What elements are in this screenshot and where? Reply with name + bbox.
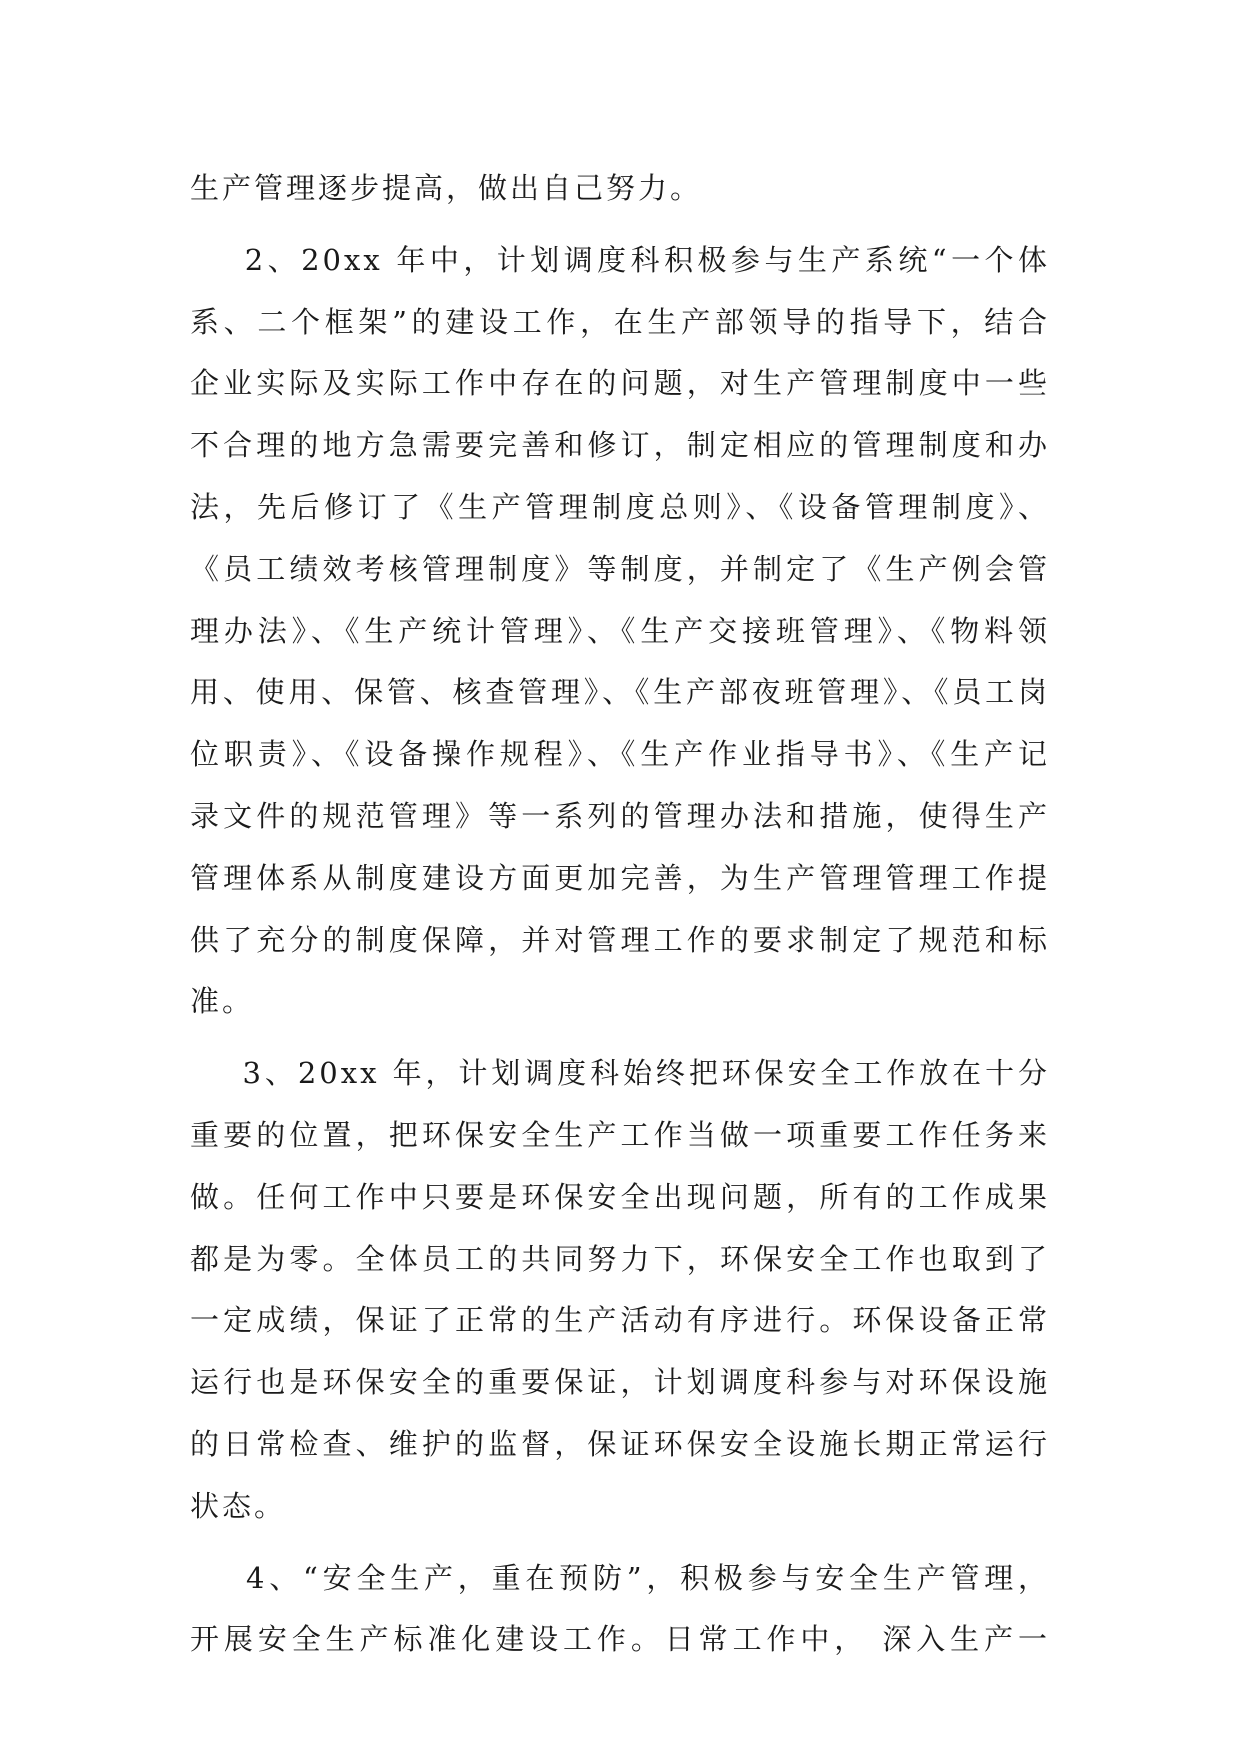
text-line: 都是为零。全体员工的共同努力下，环保安全工作也取到了 [190, 1241, 1050, 1276]
text-line: 2、20xx 年中，计划调度科积极参与生产系统“一个体 [190, 242, 1050, 277]
text-line: 运行也是环保安全的重要保证，计划调度科参与对环保设施 [190, 1365, 1050, 1400]
text-line: 位职责》、《设备操作规程》、《生产作业指导书》、《生产记 [190, 737, 1050, 772]
paragraph-3 [190, 1043, 1050, 1537]
text-line: 管理体系从制度建设方面更加完善，为生产管理管理工作提 [190, 860, 1050, 895]
text-line: 准。 [190, 984, 255, 1019]
text-line: 系、二个框架”的建设工作，在生产部领导的指导下，结合 [190, 304, 1050, 339]
text-line: 法，先后修订了《生产管理制度总则》、《设备管理制度》、 [190, 489, 1050, 524]
document-body [190, 158, 1050, 1671]
text-line: 重要的位置，把环保安全生产工作当做一项重要工作任务来 [190, 1117, 1050, 1152]
paragraph-1 [190, 158, 1050, 220]
paragraph-2 [190, 230, 1050, 1033]
text-line: 一定成绩，保证了正常的生产活动有序进行。环保设备正常 [190, 1303, 1050, 1338]
text-line: 不合理的地方急需要完善和修订，制定相应的管理制度和办 [190, 428, 1050, 463]
text-line: 企业实际及实际工作中存在的问题，对生产管理制度中一些 [190, 366, 1050, 401]
text-line: 供了充分的制度保障，并对管理工作的要求制定了规范和标 [190, 922, 1050, 957]
text-line: 生产管理逐步提高，做出自己努力。 [190, 171, 703, 205]
paragraph-4 [190, 1548, 1050, 1672]
text-line: 理办法》、《生产统计管理》、《生产交接班管理》、《物料领 [190, 613, 1050, 648]
text-line: 做。任何工作中只要是环保安全出现问题，所有的工作成果 [190, 1179, 1050, 1214]
text-line: 4、“安全生产，重在预防”，积极参与安全生产管理， [190, 1560, 1050, 1595]
text-line: 录文件的规范管理》等一系列的管理办法和措施，使得生产 [190, 798, 1050, 833]
text-line: 开展安全生产标准化建设工作。日常工作中， 深入生产一 [190, 1622, 1050, 1657]
text-line: 用、使用、保管、核查管理》、《生产部夜班管理》、《员工岗 [190, 675, 1050, 710]
text-line: 《员工绩效考核管理制度》等制度，并制定了《生产例会管 [190, 551, 1050, 586]
text-line: 的日常检查、维护的监督，保证环保安全设施长期正常运行 [190, 1426, 1050, 1461]
text-line: 3、20xx 年，计划调度科始终把环保安全工作放在十分 [190, 1056, 1050, 1091]
text-line: 状态。 [190, 1488, 287, 1523]
